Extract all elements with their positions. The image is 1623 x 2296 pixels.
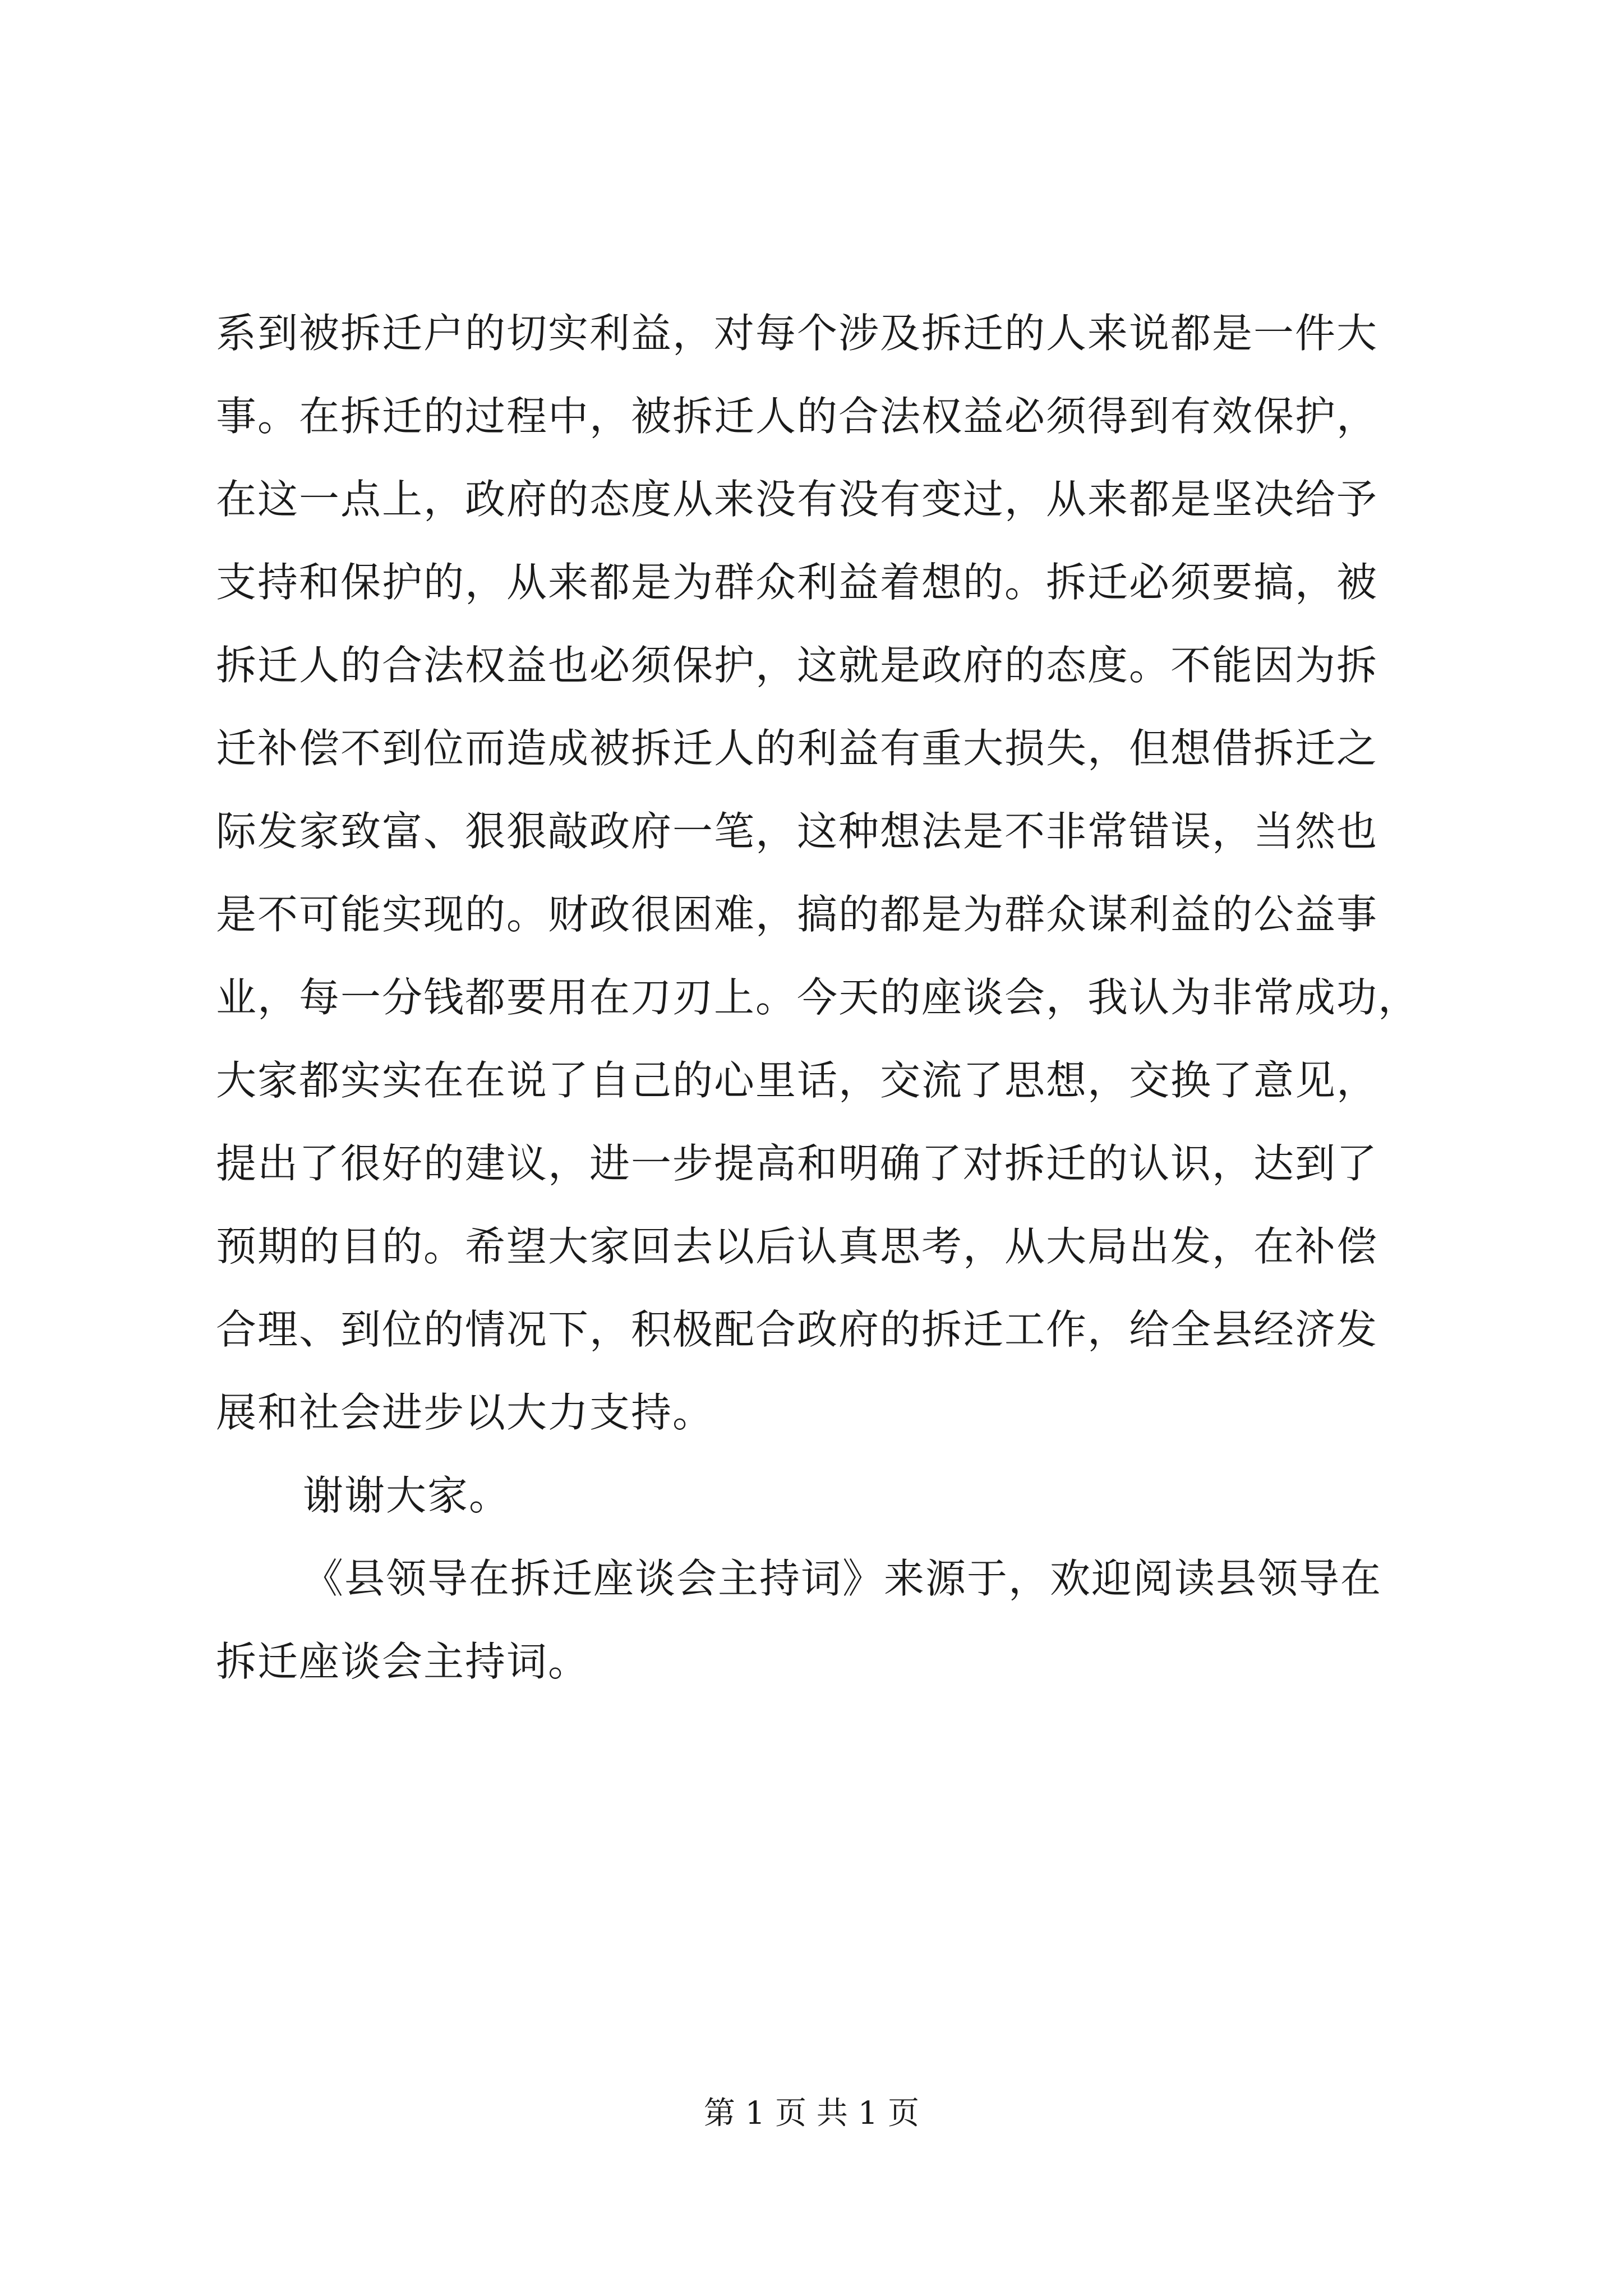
- body-line-1: 系到被拆迁户的切实利益，对每个涉及拆迁的人来说都是一件大: [216, 310, 1378, 357]
- body-line-13: 合理、到位的情况下，积极配合政府的拆迁工作，给全县经济发: [216, 1306, 1378, 1353]
- page-number-footer: 第 1 页 共 1 页: [703, 2095, 920, 2132]
- body-line-7: 际发家致富、狠狠敲政府一笔，这种想法是不非常错误，当然也: [216, 808, 1378, 855]
- body-line-11: 提出了很好的建议，进一步提高和明确了对拆迁的认识，达到了: [216, 1140, 1378, 1187]
- body-line-5: 拆迁人的合法权益也必须保护，这就是政府的态度。不能因为拆: [216, 642, 1378, 689]
- body-line-14: 展和社会进步以大力支持。: [216, 1389, 714, 1436]
- body-line-2: 事。在拆迁的过程中，被拆迁人的合法权益必须得到有效保护，: [216, 393, 1378, 440]
- body-line-8: 是不可能实现的。财政很困难，搞的都是为群众谋利益的公益事: [216, 891, 1378, 938]
- body-line-9: 业，每一分钱都要用在刀刃上。今天的座谈会，我认为非常成功，: [216, 974, 1420, 1021]
- source-note-line-1: 《县领导在拆迁座谈会主持词》来源于，欢迎阅读县领导在: [303, 1555, 1382, 1602]
- source-note-line-2: 拆迁座谈会主持词。: [216, 1638, 590, 1685]
- body-line-6: 迁补偿不到位而造成被拆迁人的利益有重大损失，但想借拆迁之: [216, 725, 1378, 772]
- closing-thanks: 谢谢大家。: [303, 1472, 511, 1519]
- body-line-12: 预期的目的。希望大家回去以后认真思考，从大局出发，在补偿: [216, 1223, 1378, 1270]
- body-line-3: 在这一点上，政府的态度从来没有没有变过，从来都是坚决给予: [216, 476, 1378, 523]
- body-line-4: 支持和保护的，从来都是为群众利益着想的。拆迁必须要搞，被: [216, 559, 1378, 606]
- body-line-10: 大家都实实在在说了自己的心里话，交流了思想，交换了意见，: [216, 1057, 1378, 1104]
